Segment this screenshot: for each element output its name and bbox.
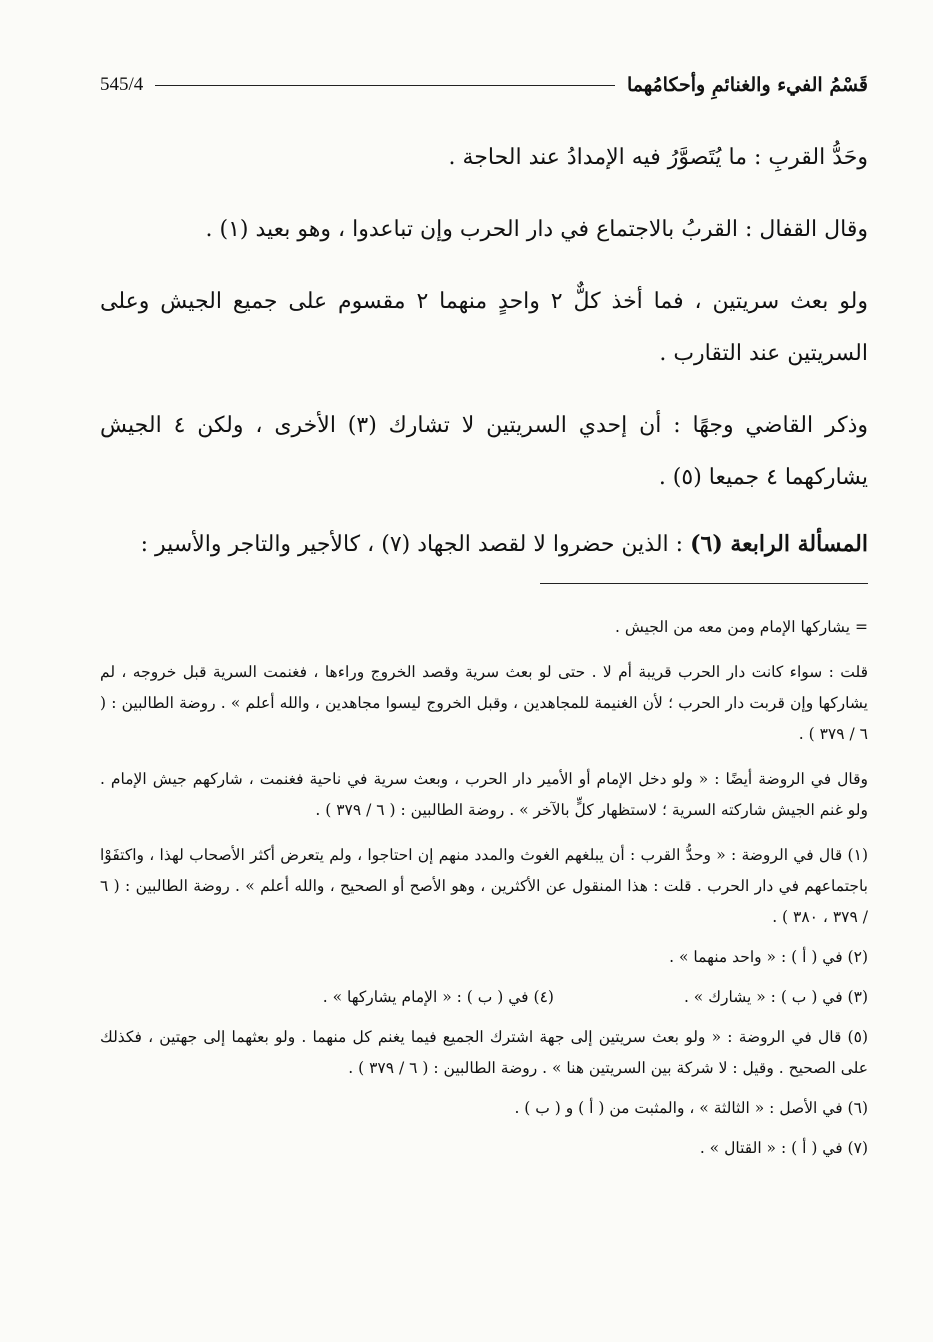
footnote-5: (٥) قال في الروضة : « ولو بعث سريتين إلى جهة اشترك الجميع فيما يغنم كل منهما . ولو بعثهما إلى جهتين ، فكذلك على الصحيح . وقيل : لا شركة بين السريتين هنا » . روضة الطالبين : ( ٦ / ٣٧٩ ) . <box>100 1028 868 1077</box>
header-rule <box>155 85 615 86</box>
footnote-continuation: = يشاركها الإمام ومن معه من الجيش . <box>614 618 868 636</box>
page-number: 545/4 <box>100 74 144 95</box>
paragraph-fourth-issue <box>100 518 868 571</box>
paragraph-two-brigades: ولو بعث سريتين ، فما أخذ كلٌّ ٢ واحدٍ منهما ٢ مقسوم على جميع الجيش وعلى السريتين عند التقارب . <box>100 289 868 366</box>
footnote-comment-2: وقال في الروضة أيضًا : « ولو دخل الإمام أو الأمير دار الحرب ، وبعث سرية في ناحية فغنمت ، شاركهم جيش الإمام . ولو غنم الجيش شاركته السرية ؛ لاستظهار كلٍّ بالآخر » . روضة الطالبين : ( ٦ / ٣٧٩ ) . <box>100 770 868 819</box>
footnote-3: (٣) في ( ب ) : « يشارك » . <box>683 988 868 1006</box>
issue-heading: المسألة الرابعة (٦) <box>690 531 868 557</box>
footnote-comment-1: قلت : سواء كانت دار الحرب قريبة أم لا . حتى لو بعث سرية وقصد الخروج وراءها ، فغنمت السرية قبل خروجه ، لم يشاركها وإن قربت دار الحرب ؛ لأن الغنيمة للمجاهدين ، وقبل الخروج ليسوا مجاهدين ، والله أعلم » . روضة الطالبين : ( ٦ / ٣٧٩ ) . <box>100 663 868 743</box>
footnotes <box>100 612 868 1173</box>
paragraph-qaffal: وقال القفال : القربُ بالاجتماع في دار الحرب وإن تباعدوا ، وهو بعيد (١) . <box>205 217 868 242</box>
main-text <box>100 132 868 591</box>
paragraph-definition: وحَدُّ القربِ : ما يُتَصوَّرُ فيه الإمدادُ عند الحاجة . <box>448 145 868 170</box>
footnote-6: (٦) في الأصل : « الثالثة » ، والمثبت من ( أ ) و ( ب ) . <box>514 1099 868 1117</box>
footnote-7: (٧) في ( أ ) : « القتال » . <box>699 1139 868 1157</box>
footnote-row-3-4 <box>100 982 868 1013</box>
page-header <box>100 68 868 102</box>
running-title: قَسْمُ الفيء والغنائمِ وأحكامُهما <box>626 74 868 96</box>
footnote-separator <box>540 583 868 584</box>
issue-text: : الذين حضروا لا لقصد الجهاد (٧) ، كالأجير والتاجر والأسير : <box>140 532 691 557</box>
footnote-2: (٢) في ( أ ) : « واحد منهما » . <box>669 948 868 966</box>
footnote-4: (٤) في ( ب ) : « الإمام يشاركها » . <box>322 988 554 1006</box>
paragraph-qadi: وذكر القاضي وجهًا : أن إحدي السريتين لا تشارك (٣) الأخرى ، ولكن ٤ الجيش يشاركهما ٤ جميعا (٥) . <box>100 413 868 490</box>
footnote-1: (١) قال في الروضة : « وحدُّ القرب : أن يبلغهم الغوث والمدد منهم إن احتاجوا ، ولم يتعرض أكثر الأصحاب لهذا ، واكتفَوْا باجتماعهم في دار الحرب . قلت : هذا المنقول عن الأكثرين ، وهو الأصح أو الصحيح ، والله أعلم » . روضة الطالبين : ( ٦ / ٣٧٩ ، ٣٨٠ ) . <box>100 846 868 926</box>
